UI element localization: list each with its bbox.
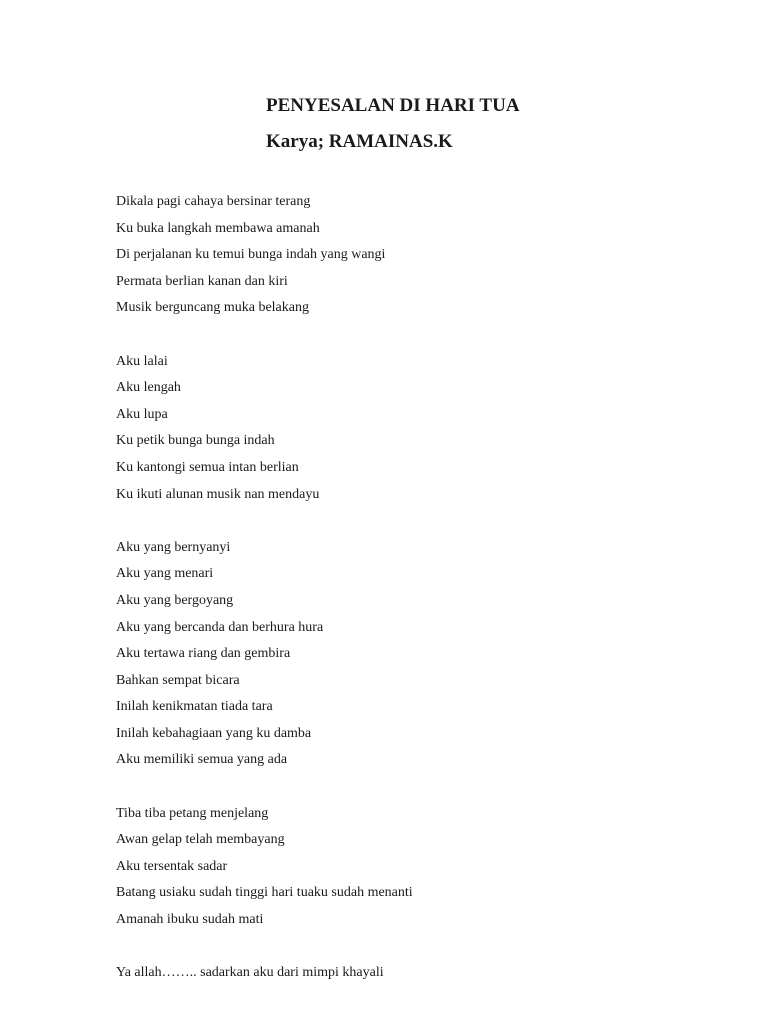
poem-line: Aku lupa [116,406,168,422]
poem-author: Karya; RAMAINAS.K [266,131,453,152]
poem-line: Aku yang bergoyang [116,592,234,608]
stanza [116,189,736,322]
poem-line: Batang usiaku sudah tinggi hari tuaku sudah menanti [116,885,413,901]
poem-line: Inilah kebahagiaan yang ku damba [116,725,312,741]
poem-line: Aku lengah [116,380,181,396]
poem-line: Musik berguncang muka belakang [116,300,309,316]
poem-line: Permata berlian kanan dan kiri [116,273,288,289]
poem-line: Aku yang bernyanyi [116,539,231,555]
poem-line: Aku lalai [116,353,168,369]
poem-line: Ku kantongi semua intan berlian [116,459,299,475]
poem-line: Amanah ibuku sudah mati [116,912,264,928]
stanza [116,535,736,774]
poem-body [116,189,736,1013]
poem-line: Aku yang menari [116,566,214,582]
poem-line: Di perjalanan ku temui bunga indah yang wangi [116,247,386,263]
stanza [116,960,736,987]
poem-line: Ku ikuti alunan musik nan mendayu [116,486,320,502]
poem-line: Ku buka langkah membawa amanah [116,220,320,236]
poem-line: Awan gelap telah membayang [116,832,285,848]
stanza [116,349,736,509]
poem-line: Ya allah…….. sadarkan aku dari mimpi khayali [116,965,384,981]
poem-title: PENYESALAN DI HARI TUA [266,95,520,116]
poem-line: Aku tersentak sadar [116,858,228,874]
poem-line: Tiba tiba petang menjelang [116,805,269,821]
poem-line: Inilah kenikmatan tiada tara [116,699,273,715]
poem-line: Aku yang bercanda dan berhura hura [116,619,324,635]
poem-line: Dikala pagi cahaya bersinar terang [116,194,311,209]
poem-line: Aku memiliki semua yang ada [116,752,288,768]
poem-line: Aku tertawa riang dan gembira [116,646,291,662]
stanza [116,801,736,934]
poem-line: Ku petik bunga bunga indah [116,433,275,449]
poem-line: Bahkan sempat bicara [116,672,240,688]
